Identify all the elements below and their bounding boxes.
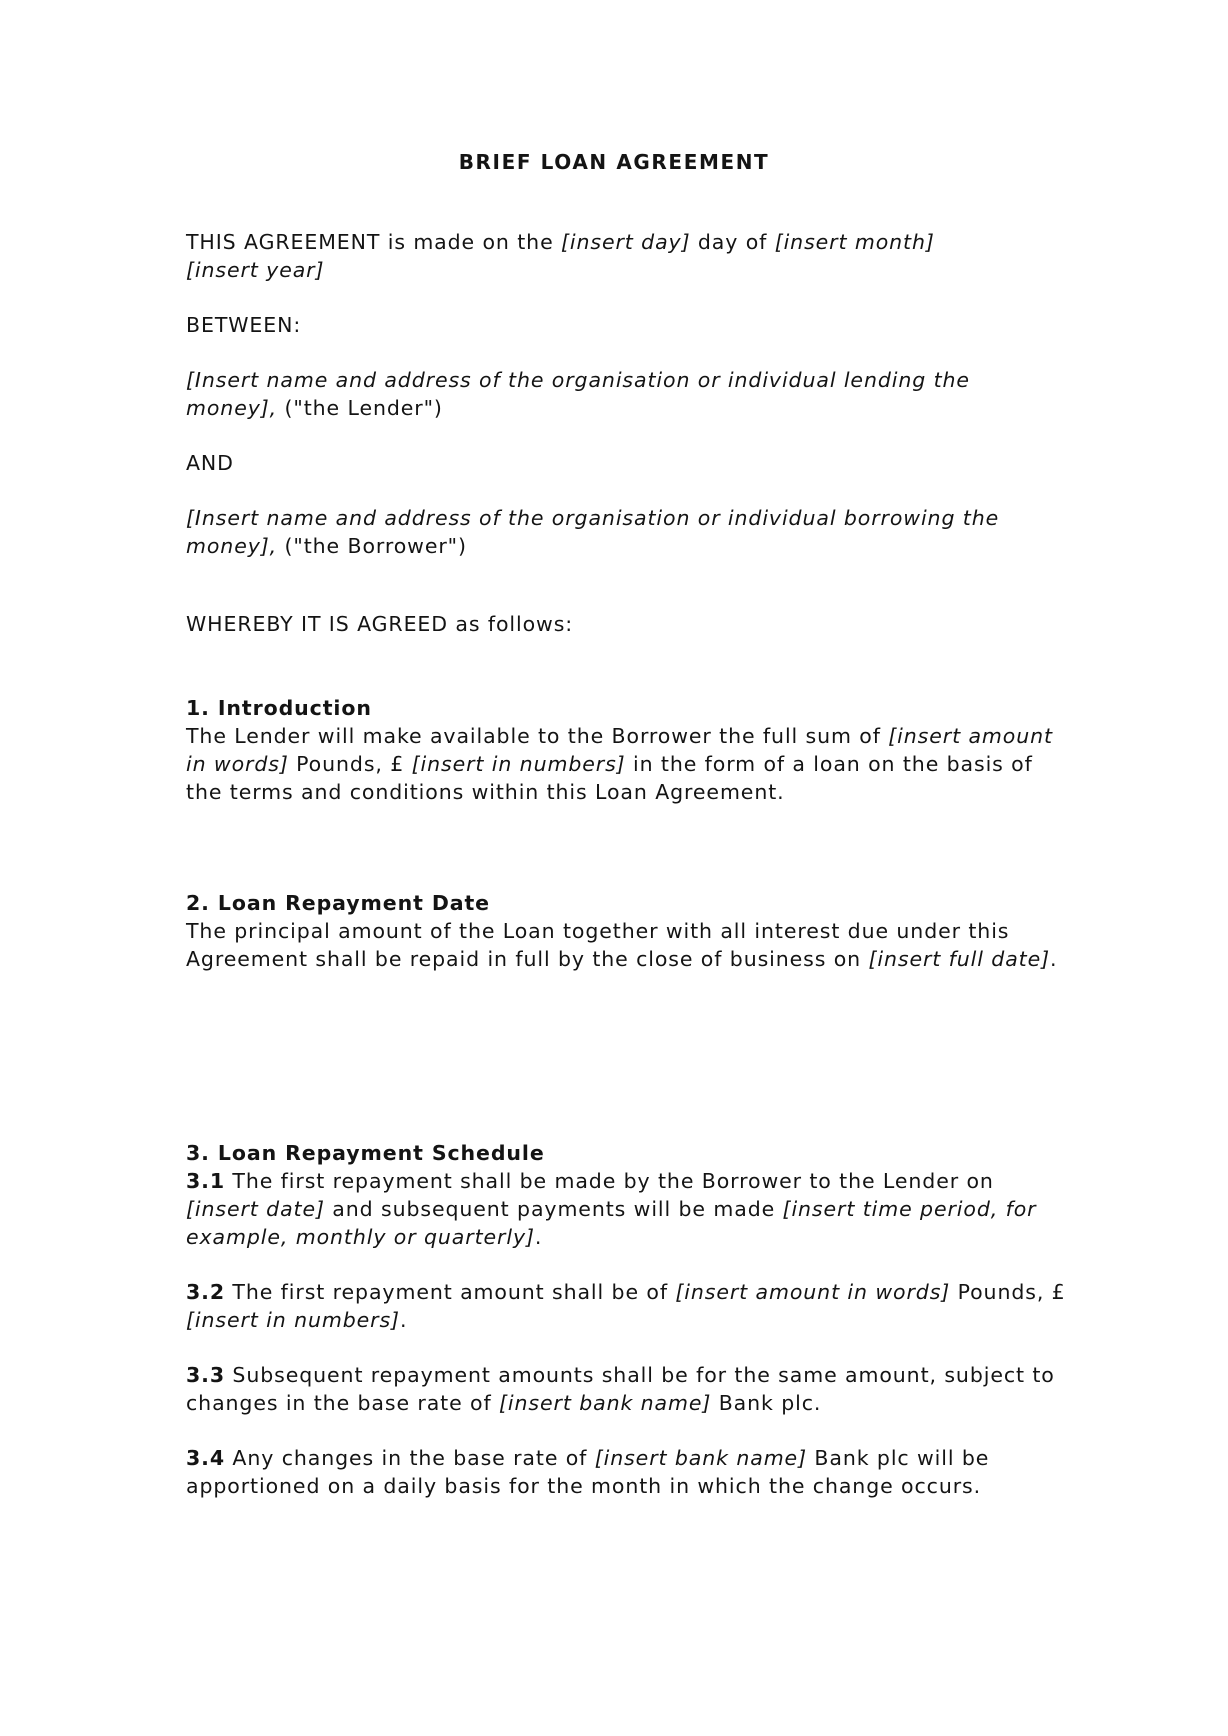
section-repayment-schedule xyxy=(186,1139,1066,1500)
section-introduction xyxy=(186,694,1066,806)
section-heading: 1. Introduction xyxy=(186,696,372,720)
agreement-intro xyxy=(186,228,946,284)
clause-3-3 xyxy=(186,1361,1066,1417)
text-run: . xyxy=(534,1225,543,1249)
bank-name-placeholder: [insert bank name] xyxy=(594,1446,807,1470)
section-text xyxy=(186,722,1066,806)
bank-name-placeholder: [insert bank name] xyxy=(499,1391,712,1415)
section-heading: 3. Loan Repayment Schedule xyxy=(186,1141,545,1165)
and-label: AND xyxy=(186,451,234,475)
text-run: Pounds, £ xyxy=(950,1280,1066,1304)
section-heading: 2. Loan Repayment Date xyxy=(186,891,490,915)
intro-text-2: day of xyxy=(690,230,775,254)
text-run: Pounds, £ xyxy=(288,752,412,776)
lender-label: ("the Lender") xyxy=(277,396,443,420)
section-repayment-date xyxy=(186,889,1066,973)
borrower-placeholder: [Insert name and address of the organisation or individual borrowing the money], xyxy=(186,506,1000,558)
text-run: Bank plc. xyxy=(711,1391,822,1415)
text-run: and subsequent payments will be made xyxy=(324,1197,783,1221)
clause-number: 3.4 xyxy=(186,1446,226,1470)
amount-words-placeholder: [insert amount in words] xyxy=(675,1280,951,1304)
text-run: The principal amount of the Loan together with all interest due under this Agreement shall be repaid in full by the close of business on xyxy=(186,919,1010,971)
intro-text: THIS AGREEMENT is made on the xyxy=(186,230,561,254)
section-text xyxy=(186,917,1066,973)
document-body xyxy=(186,228,1066,1500)
text-run: The first repayment amount shall be of xyxy=(225,1280,676,1304)
clause-number: 3.1 xyxy=(186,1169,226,1193)
year-placeholder: [insert year] xyxy=(186,258,325,282)
clause-number: 3.2 xyxy=(186,1280,226,1304)
lender-paragraph xyxy=(186,366,1066,422)
clause-3-2 xyxy=(186,1278,1066,1334)
amount-numbers-placeholder: [insert in numbers] xyxy=(186,1308,400,1332)
between-label: BETWEEN: xyxy=(186,313,302,337)
period-placeholder: [insert time period, for example, monthly or quarterly] xyxy=(186,1197,1037,1249)
amount-numbers-placeholder: [insert in numbers] xyxy=(411,752,626,776)
text-run: . xyxy=(399,1308,408,1332)
text-run: Bank plc will be apportioned on a daily basis for the month in which the change occurs. xyxy=(186,1446,990,1498)
whereby-clause: WHEREBY IT IS AGREED as follows: xyxy=(186,612,574,636)
text-run: The first repayment shall be made by the Borrower to the Lender on xyxy=(225,1169,994,1193)
borrower-label: ("the Borrower") xyxy=(277,534,467,558)
date-placeholder: [insert date] xyxy=(186,1197,325,1221)
month-placeholder: [insert month] xyxy=(774,230,935,254)
text-run: Any changes in the base rate of xyxy=(225,1446,595,1470)
amount-words-placeholder: [insert amount in words] xyxy=(186,724,1053,776)
text-run: The Lender will make available to the Borrower the full sum of xyxy=(186,724,889,748)
day-placeholder: [insert day] xyxy=(561,230,691,254)
text-run: Subsequent repayment amounts shall be for the same amount, subject to changes in the base rate of xyxy=(186,1363,1055,1415)
text-run: in the form of a loan on the basis of the terms and conditions within this Loan Agreement. xyxy=(186,752,1033,804)
full-date-placeholder: [insert full date] xyxy=(868,947,1051,971)
text-run: . xyxy=(1050,947,1058,971)
clause-3-4 xyxy=(186,1444,1066,1500)
lender-placeholder: [Insert name and address of the organisation or individual lending the money], xyxy=(186,368,970,420)
clause-3-1 xyxy=(186,1167,1066,1251)
borrower-paragraph xyxy=(186,504,1066,560)
document-title: BRIEF LOAN AGREEMENT xyxy=(458,150,770,174)
clause-number: 3.3 xyxy=(186,1363,226,1387)
